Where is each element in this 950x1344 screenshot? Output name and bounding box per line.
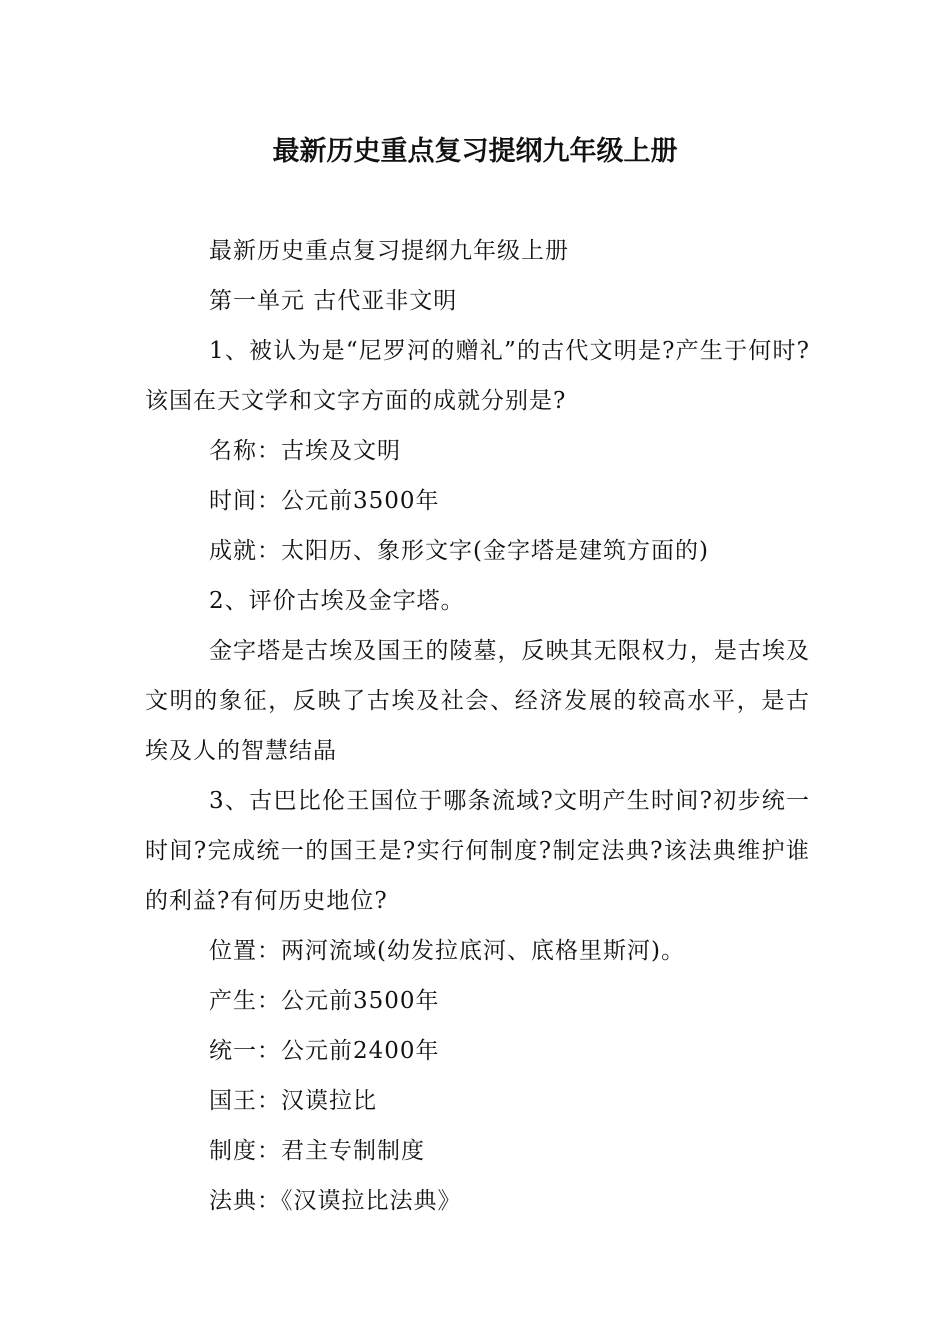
answer-king: 国王：汉谟拉比: [209, 1088, 377, 1114]
question-2: 2、评价古埃及金字塔。: [209, 588, 465, 614]
question-1: 1、被认为是“尼罗河的赠礼”的古代文明是?产生于何时?该国在天文学和文字方面的成就分别是?: [145, 338, 810, 414]
answer-system: 制度：君主专制制度: [209, 1138, 425, 1164]
answer-unification: 统一：公元前2400年: [209, 1038, 440, 1064]
question-3: 3、古巴比伦王国位于哪条流域?文明产生时间?初步统一时间?完成统一的国王是?实行何制度?制定法典?该法典维护谁的利益?有何历史地位?: [145, 788, 810, 914]
answer-time: 时间：公元前3500年: [209, 488, 440, 514]
answer-code: 法典：《汉谟拉比法典》: [209, 1188, 462, 1214]
answer-location: 位置：两河流域(幼发拉底河、底格里斯河)。: [209, 938, 685, 964]
document-body: [145, 226, 810, 1226]
answer-pyramid: 金字塔是古埃及国王的陵墓，反映其无限权力，是古埃及文明的象征，反映了古埃及社会、经济发展的较高水平，是古埃及人的智慧结晶: [145, 638, 810, 764]
answer-achievement: 成就：太阳历、象形文字(金字塔是建筑方面的): [209, 538, 709, 564]
unit-heading: 第一单元 古代亚非文明: [209, 288, 458, 314]
answer-name: 名称：古埃及文明: [209, 438, 401, 464]
answer-origin: 产生：公元前3500年: [209, 988, 440, 1014]
document-title: 最新历史重点复习提纲九年级上册: [272, 136, 678, 167]
body-heading: 最新历史重点复习提纲九年级上册: [209, 238, 569, 264]
